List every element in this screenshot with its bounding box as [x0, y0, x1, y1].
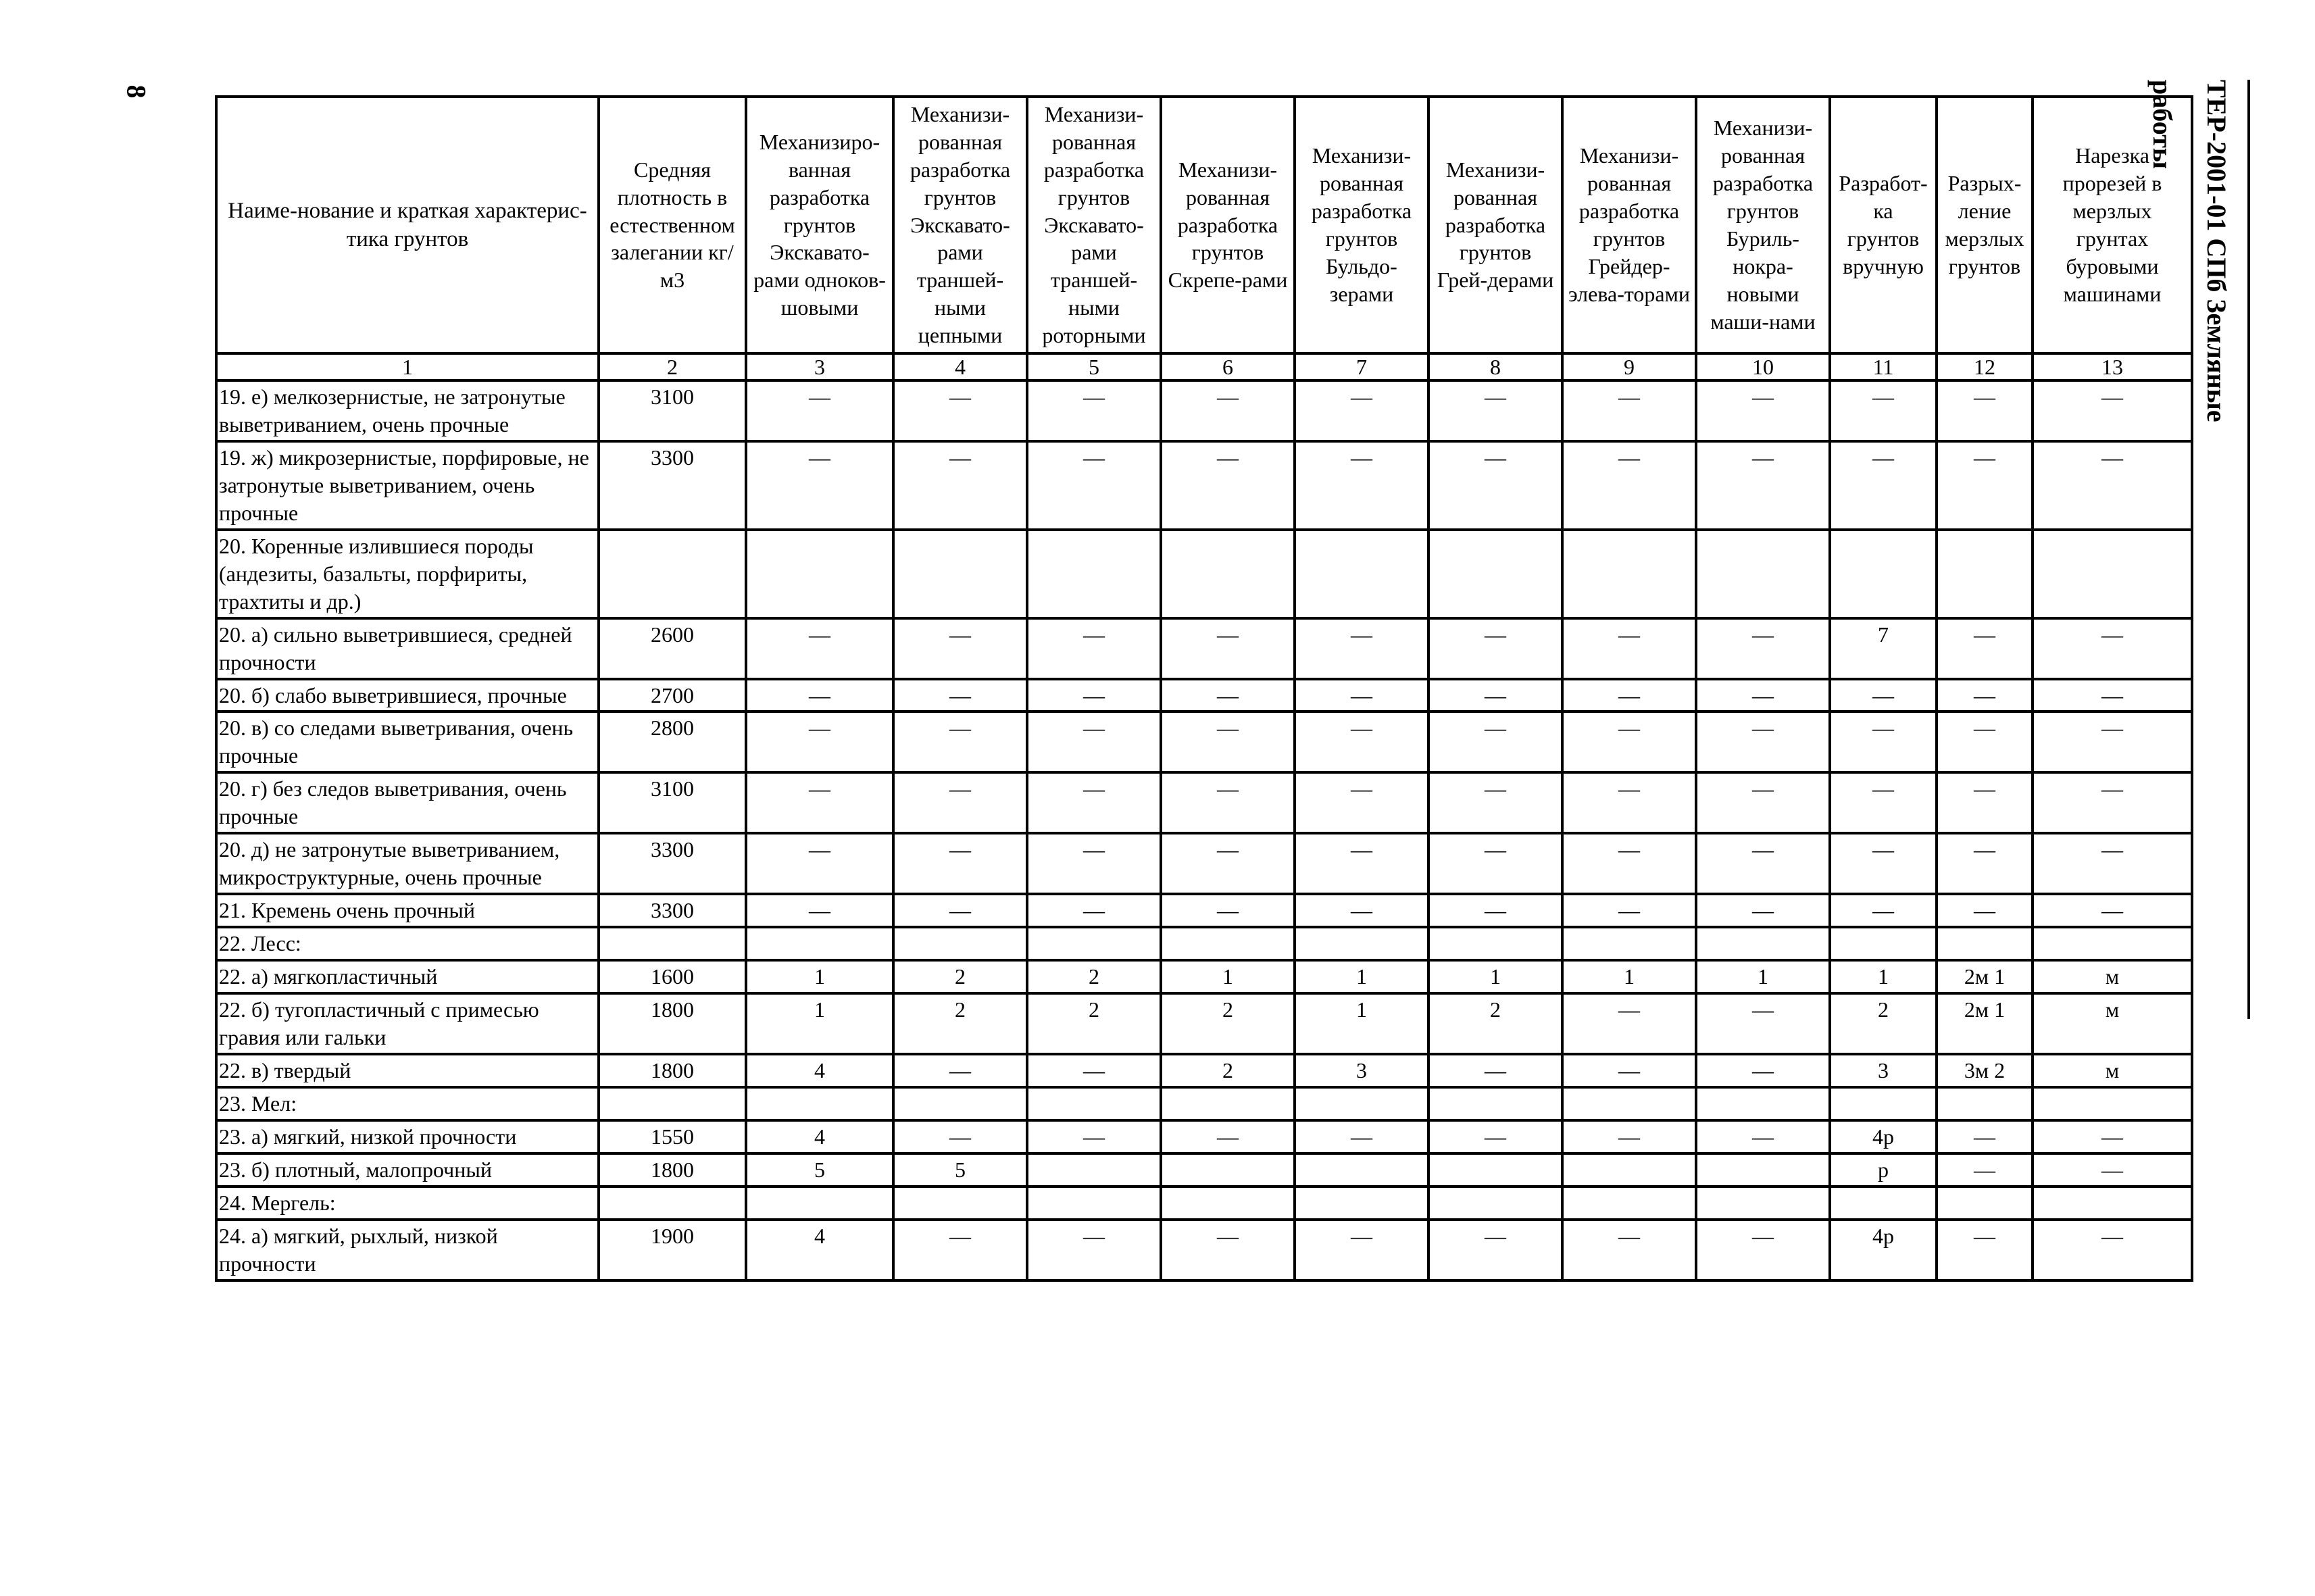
table-row — [216, 712, 2192, 772]
table-cell: — — [1027, 1220, 1161, 1280]
table-cell: 1550 — [599, 1120, 746, 1153]
table-row — [216, 1153, 2192, 1187]
table-cell: 1 — [1161, 960, 1295, 993]
column-number: 1 — [216, 353, 599, 380]
table-cell: 2 — [1428, 993, 1562, 1054]
soil-name: 23. Мел: — [216, 1087, 599, 1120]
table-cell: — — [746, 772, 893, 833]
table-cell — [599, 1087, 746, 1120]
table-cell: 2 — [1027, 993, 1161, 1054]
table-row — [216, 1054, 2192, 1087]
table-cell: 1 — [746, 993, 893, 1054]
table-cell — [893, 1087, 1027, 1120]
table-cell: 4р — [1830, 1220, 1937, 1280]
soil-name: 23. а) мягкий, низкой прочности — [216, 1120, 599, 1153]
soil-name: 24. Мергель: — [216, 1187, 599, 1220]
column-number-row — [216, 353, 2192, 380]
table-cell — [599, 1187, 746, 1220]
table-cell: 1 — [1428, 960, 1562, 993]
table-cell: — — [1428, 772, 1562, 833]
table-cell: — — [1937, 441, 2033, 530]
table-cell: 3 — [1295, 1054, 1428, 1087]
table-cell: — — [2033, 441, 2192, 530]
table-cell — [1562, 1087, 1696, 1120]
table-cell: м — [2033, 993, 2192, 1054]
table-cell — [1562, 927, 1696, 960]
table-cell: 1 — [746, 960, 893, 993]
table-cell: — — [2033, 1120, 2192, 1153]
table-cell: — — [1161, 1220, 1295, 1280]
column-header: Механизи-рованная разработка грунтов Скрепе-рами — [1161, 97, 1295, 353]
table-cell: — — [1562, 441, 1696, 530]
table-cell — [599, 530, 746, 618]
table-cell: — — [1562, 380, 1696, 441]
column-number: 2 — [599, 353, 746, 380]
table-cell — [746, 1087, 893, 1120]
table-cell: — — [893, 441, 1027, 530]
table-cell: — — [1161, 618, 1295, 679]
column-header: Механизи-рованная разработка грунтов Экскавато-рами траншей-ными цепными — [893, 97, 1027, 353]
table-cell: 2800 — [599, 712, 746, 772]
soil-name: 24. а) мягкий, рыхлый, низкой прочности — [216, 1220, 599, 1280]
table-cell: 4 — [746, 1120, 893, 1153]
soil-name: 22. Лесс: — [216, 927, 599, 960]
column-header: Разрых-ление мерзлых грунтов — [1937, 97, 2033, 353]
table-cell: — — [1562, 712, 1696, 772]
table-cell: — — [1161, 712, 1295, 772]
table-cell: 1600 — [599, 960, 746, 993]
table-cell: — — [1562, 833, 1696, 894]
table-cell: 3100 — [599, 380, 746, 441]
table-cell: — — [893, 1120, 1027, 1153]
column-number: 6 — [1161, 353, 1295, 380]
table-cell: — — [1562, 1120, 1696, 1153]
table-cell — [746, 927, 893, 960]
soil-name: 19. е) мелкозернистые, не затронутые выветриванием, очень прочные — [216, 380, 599, 441]
table-cell: 3300 — [599, 833, 746, 894]
table-cell — [1830, 1187, 1937, 1220]
soil-name: 23. б) плотный, малопрочный — [216, 1153, 599, 1187]
column-number: 5 — [1027, 353, 1161, 380]
column-number: 8 — [1428, 353, 1562, 380]
soil-name: 20. г) без следов выветривания, очень прочные — [216, 772, 599, 833]
table-cell: 2600 — [599, 618, 746, 679]
column-header: Механизи-рованная разработка грунтов Экскавато-рами траншей-ными роторными — [1027, 97, 1161, 353]
table-cell: — — [1937, 1120, 2033, 1153]
table-cell: 1 — [1295, 960, 1428, 993]
document-title: ТЕР-2001-01 СПб Земляные работы — [2147, 80, 2232, 422]
table-cell — [746, 530, 893, 618]
table-row — [216, 927, 2192, 960]
table-cell: — — [1937, 833, 2033, 894]
table-cell: — — [2033, 618, 2192, 679]
table-cell — [1428, 1087, 1562, 1120]
table-cell: 1800 — [599, 1153, 746, 1187]
table-cell: — — [1027, 679, 1161, 712]
table-cell: — — [893, 1220, 1027, 1280]
table-cell: — — [1562, 772, 1696, 833]
table-cell — [1295, 927, 1428, 960]
table-cell — [1562, 530, 1696, 618]
table-cell — [1295, 530, 1428, 618]
table-cell — [1937, 1187, 2033, 1220]
table-cell — [1830, 927, 1937, 960]
table-row — [216, 441, 2192, 530]
table-cell: 1 — [1696, 960, 1830, 993]
table-cell: — — [1428, 380, 1562, 441]
page-number: 8 — [121, 84, 152, 99]
table-cell: — — [1295, 1220, 1428, 1280]
table-cell: 3100 — [599, 772, 746, 833]
table-cell: — — [893, 894, 1027, 927]
soil-name: 22. а) мягкопластичный — [216, 960, 599, 993]
table-cell: — — [1562, 1220, 1696, 1280]
table-cell: — — [746, 833, 893, 894]
table-cell: 1 — [1830, 960, 1937, 993]
table-cell: — — [2033, 1153, 2192, 1187]
table-cell: — — [893, 712, 1027, 772]
table-cell: 1800 — [599, 993, 746, 1054]
column-header: Механизиро-ванная разработка грунтов Экскавато-рами одноков-шовыми — [746, 97, 893, 353]
table-cell — [2033, 1087, 2192, 1120]
table-cell: — — [1027, 441, 1161, 530]
column-header: Разработ-ка грунтов вручную — [1830, 97, 1937, 353]
table-cell: — — [1027, 833, 1161, 894]
column-number: 9 — [1562, 353, 1696, 380]
table-cell: — — [1937, 1153, 2033, 1187]
table-cell: — — [1295, 380, 1428, 441]
table-row — [216, 833, 2192, 894]
table-cell: — — [1027, 1120, 1161, 1153]
table-cell: — — [1295, 894, 1428, 927]
table-cell: — — [1428, 441, 1562, 530]
table-row — [216, 380, 2192, 441]
table-cell: — — [1161, 833, 1295, 894]
table-cell: — — [1027, 894, 1161, 927]
column-header: Механизи-рованная разработка грунтов Буриль-нокра-новыми маши-нами — [1696, 97, 1830, 353]
column-header: Механизи-рованная разработка грунтов Грейдер-элева-торами — [1562, 97, 1696, 353]
table-cell: — — [1295, 618, 1428, 679]
table-cell: — — [1830, 679, 1937, 712]
table-cell — [1428, 1187, 1562, 1220]
table-row — [216, 1220, 2192, 1280]
table-cell: — — [1295, 1120, 1428, 1153]
soil-name: 20. Коренные излившиеся породы (андезиты, базальты, порфириты, трахтиты и др.) — [216, 530, 599, 618]
table-cell: — — [746, 894, 893, 927]
table-cell: 5 — [746, 1153, 893, 1187]
table-cell: 2 — [893, 960, 1027, 993]
table-cell — [746, 1187, 893, 1220]
table-cell — [2033, 927, 2192, 960]
table-cell: — — [1562, 993, 1696, 1054]
column-number: 10 — [1696, 353, 1830, 380]
table-cell: — — [1161, 772, 1295, 833]
table-cell: 3 — [1830, 1054, 1937, 1087]
soil-name: 20. в) со следами выветривания, очень прочные — [216, 712, 599, 772]
table-cell: — — [1027, 772, 1161, 833]
table-cell — [1161, 927, 1295, 960]
table-cell: м — [2033, 1054, 2192, 1087]
table-cell: — — [893, 380, 1027, 441]
soil-name: 21. Кремень очень прочный — [216, 894, 599, 927]
table-cell — [1562, 1187, 1696, 1220]
table-cell — [1161, 1153, 1295, 1187]
table-cell: — — [893, 1054, 1027, 1087]
table-cell: — — [1428, 894, 1562, 927]
table-cell: — — [1161, 380, 1295, 441]
table-cell: — — [1696, 1120, 1830, 1153]
table-cell: — — [1161, 1120, 1295, 1153]
table-cell: — — [1830, 833, 1937, 894]
soil-name: 22. б) тугопластичный с примесью гравия или гальки — [216, 993, 599, 1054]
table-cell: 2 — [893, 993, 1027, 1054]
table-cell: — — [2033, 679, 2192, 712]
table-cell — [1428, 530, 1562, 618]
table-cell — [1027, 1087, 1161, 1120]
soil-name: 22. в) твердый — [216, 1054, 599, 1087]
column-header: Нарезка прорезей в мерзлых грунтах буровыми машинами — [2033, 97, 2192, 353]
table-cell: — — [1027, 712, 1161, 772]
column-header: Средняя плотность в естественном залегании кг/м3 — [599, 97, 746, 353]
table-cell: м — [2033, 960, 2192, 993]
table-cell — [893, 927, 1027, 960]
table-cell: — — [746, 618, 893, 679]
table-cell: — — [1696, 712, 1830, 772]
table-cell — [1696, 530, 1830, 618]
column-number: 12 — [1937, 353, 2033, 380]
table-row — [216, 679, 2192, 712]
table-cell: — — [1696, 441, 1830, 530]
table-cell: — — [1696, 679, 1830, 712]
table-cell: р — [1830, 1153, 1937, 1187]
table-cell: — — [1161, 894, 1295, 927]
table-row — [216, 772, 2192, 833]
table-row — [216, 1120, 2192, 1153]
table-cell: 1 — [1295, 993, 1428, 1054]
table-cell — [2033, 1187, 2192, 1220]
table-cell — [1937, 1087, 2033, 1120]
table-cell: 3300 — [599, 441, 746, 530]
table-cell: — — [1161, 441, 1295, 530]
table-cell: — — [1161, 679, 1295, 712]
table-cell: 7 — [1830, 618, 1937, 679]
table-cell — [1696, 1187, 1830, 1220]
table-cell: 2700 — [599, 679, 746, 712]
table-cell — [1830, 530, 1937, 618]
table-cell: 4 — [746, 1220, 893, 1280]
column-number: 7 — [1295, 353, 1428, 380]
table-cell: — — [893, 679, 1027, 712]
table-row — [216, 960, 2192, 993]
soil-name: 19. ж) микрозернистые, порфировые, не затронутые выветриванием, очень прочные — [216, 441, 599, 530]
table-cell: — — [1027, 1054, 1161, 1087]
table-cell — [1295, 1087, 1428, 1120]
table-cell: — — [1937, 772, 2033, 833]
table-cell: — — [2033, 833, 2192, 894]
table-cell: — — [1937, 712, 2033, 772]
column-number: 4 — [893, 353, 1027, 380]
table-cell: — — [1562, 1054, 1696, 1087]
table-row — [216, 1187, 2192, 1220]
table-cell: 2м 1 — [1937, 960, 2033, 993]
table-row — [216, 894, 2192, 927]
table-cell: — — [1428, 679, 1562, 712]
table-cell — [1696, 927, 1830, 960]
table-cell — [1295, 1153, 1428, 1187]
table-cell: 5 — [893, 1153, 1027, 1187]
table-cell: — — [893, 618, 1027, 679]
table-cell: 1900 — [599, 1220, 746, 1280]
column-number: 13 — [2033, 353, 2192, 380]
table-cell: — — [1830, 380, 1937, 441]
table-row — [216, 993, 2192, 1054]
table-cell: — — [1937, 679, 2033, 712]
table-cell — [1830, 1087, 1937, 1120]
table-cell: — — [1937, 894, 2033, 927]
soil-name: 20. б) слабо выветрившиеся, прочные — [216, 679, 599, 712]
table-cell: — — [1696, 1220, 1830, 1280]
table-cell — [1937, 530, 2033, 618]
table-cell: — — [893, 833, 1027, 894]
title-rule — [2247, 80, 2250, 1019]
table-cell: — — [1696, 618, 1830, 679]
table-cell: — — [1830, 772, 1937, 833]
table-cell: 2 — [1830, 993, 1937, 1054]
table-cell: — — [746, 679, 893, 712]
table-cell: — — [746, 441, 893, 530]
table-cell: — — [1295, 772, 1428, 833]
soil-name: 20. а) сильно выветрившиеся, средней прочности — [216, 618, 599, 679]
table-cell: 1 — [1562, 960, 1696, 993]
table-cell: — — [1696, 833, 1830, 894]
table-cell — [893, 530, 1027, 618]
table-row — [216, 618, 2192, 679]
table-cell: — — [1696, 894, 1830, 927]
table-cell: 2 — [1161, 1054, 1295, 1087]
table-cell: — — [1428, 712, 1562, 772]
table-cell: — — [1562, 618, 1696, 679]
table-cell: — — [1937, 618, 2033, 679]
table-cell: — — [1696, 1054, 1830, 1087]
table-cell: — — [1696, 993, 1830, 1054]
table-cell — [1295, 1187, 1428, 1220]
table-cell: — — [746, 712, 893, 772]
table-cell: — — [746, 380, 893, 441]
table-cell: — — [1027, 380, 1161, 441]
table-cell: 2 — [1161, 993, 1295, 1054]
table-cell: — — [1696, 772, 1830, 833]
column-header: Механизи-рованная разработка грунтов Грей-дерами — [1428, 97, 1562, 353]
table-cell: — — [2033, 1220, 2192, 1280]
soil-name: 20. д) не затронутые выветриванием, микроструктурные, очень прочные — [216, 833, 599, 894]
column-number: 11 — [1830, 353, 1937, 380]
table-cell: — — [2033, 712, 2192, 772]
table-cell — [1161, 1087, 1295, 1120]
table-cell: — — [1937, 380, 2033, 441]
column-number: 3 — [746, 353, 893, 380]
table-cell: 2 — [1027, 960, 1161, 993]
table-cell — [1161, 1187, 1295, 1220]
table-cell: — — [1428, 618, 1562, 679]
table-cell: — — [1830, 894, 1937, 927]
table-cell: — — [1428, 1220, 1562, 1280]
table-cell: — — [2033, 894, 2192, 927]
table-cell: — — [1937, 1220, 2033, 1280]
table-cell: — — [1295, 441, 1428, 530]
table-cell: 4 — [746, 1054, 893, 1087]
table-cell: — — [1696, 380, 1830, 441]
table-cell — [1428, 1153, 1562, 1187]
table-cell — [1027, 1153, 1161, 1187]
table-cell: — — [2033, 380, 2192, 441]
table-cell: 3300 — [599, 894, 746, 927]
table-row — [216, 1087, 2192, 1120]
table-cell — [1937, 927, 2033, 960]
table-cell — [2033, 530, 2192, 618]
soil-table — [215, 95, 2193, 1282]
table-cell — [1027, 1187, 1161, 1220]
table-cell — [1027, 927, 1161, 960]
table-cell — [1428, 927, 1562, 960]
table-cell: — — [1027, 618, 1161, 679]
table-header-row — [216, 97, 2192, 353]
table-cell — [1562, 1153, 1696, 1187]
table-cell: 3м 2 — [1937, 1054, 2033, 1087]
table-cell — [893, 1187, 1027, 1220]
table-cell — [1696, 1153, 1830, 1187]
table-cell: — — [2033, 772, 2192, 833]
column-header: Наиме-нование и краткая характерис-тика грунтов — [216, 97, 599, 353]
table-row — [216, 530, 2192, 618]
table-cell — [1027, 530, 1161, 618]
table-cell: 1800 — [599, 1054, 746, 1087]
table-cell: — — [1830, 441, 1937, 530]
table-cell: — — [1428, 833, 1562, 894]
table-cell: — — [1830, 712, 1937, 772]
table-cell — [1161, 530, 1295, 618]
table-cell: — — [1295, 712, 1428, 772]
table-cell — [599, 927, 746, 960]
table-cell: 2м 1 — [1937, 993, 2033, 1054]
table-cell — [1696, 1087, 1830, 1120]
table-cell: 4р — [1830, 1120, 1937, 1153]
table-cell: — — [1562, 894, 1696, 927]
table-cell: — — [1428, 1054, 1562, 1087]
table-cell: — — [1295, 679, 1428, 712]
table-cell: — — [1428, 1120, 1562, 1153]
table-cell: — — [1295, 833, 1428, 894]
table-cell: — — [893, 772, 1027, 833]
table-cell: — — [1562, 679, 1696, 712]
column-header: Механизи-рованная разработка грунтов Бульдо-зерами — [1295, 97, 1428, 353]
